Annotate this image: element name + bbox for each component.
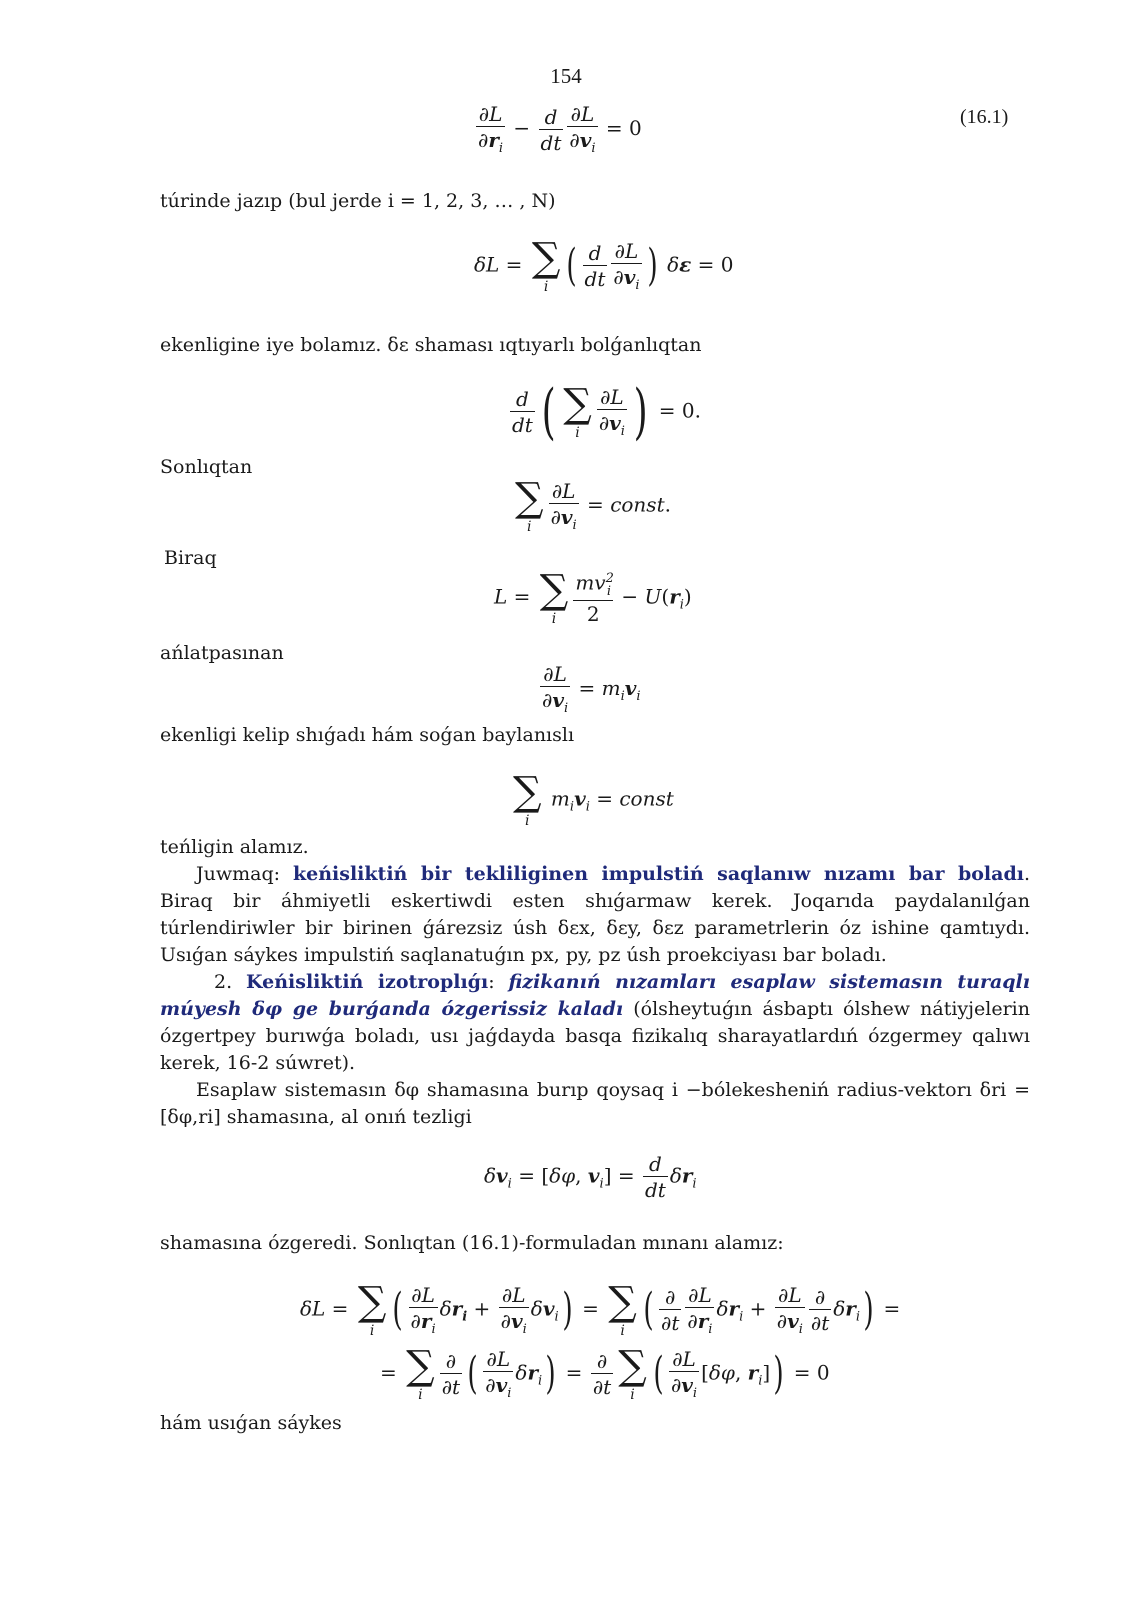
equation-momentum: $\frac{\partial L}{\partial v_i}$ = $m_iv_i$ — [542, 662, 641, 716]
equation-velocity-rotation: $\delta v_i = [\delta\varphi$, $v_i$] = $\frac{d}{dt}$ $\delta r_i$ — [484, 1152, 697, 1202]
highlight-text: Keńisliktiń izotroplıǵı — [246, 971, 489, 993]
paragraph: túrinde jazıp (bul jerde i = 1, 2, 3, … , N) — [160, 190, 556, 212]
equation-const: ∑ i $\frac{\partial L}{\partial v_i}$ = const. — [515, 475, 671, 535]
paragraph: hám usıǵan sáykes — [160, 1412, 342, 1434]
equation-momentum-conservation: ∑ i $m_iv_i$ = const — [513, 769, 674, 829]
paragraph: teńligin alamız. — [160, 836, 309, 858]
paragraph: ańlatpasınan — [160, 642, 284, 664]
paragraph-text: ekenligine iye bolamız. δε — [160, 334, 409, 356]
equation-time-derivative: $\frac{d}{dt}$ ( ∑ i $\frac{\partial L}{\partial v_i}$ ) = 0. — [512, 377, 701, 447]
equation-delta-l: δL = ∑ i ( $\frac{d}{dt}$ $\frac{\partial L}{\partial v_i}$ ) δε = 0 — [474, 235, 734, 295]
paragraph: Sonlıqtan — [160, 456, 253, 478]
conclusion-paragraph — [160, 861, 1030, 969]
equation-lagrangian: L = ∑ i $\frac{mv^2_i}{2}$ − $U(r_i)$ — [494, 567, 692, 627]
paragraph-text: Juwmaq: — [196, 863, 293, 885]
equation-delta-l-result: = ∑ i $\frac{\partial}{\partial t}$ ( $\frac{\partial L}{\partial v_i}$ $\delta r_i$) = $\frac{\partial}{\partial t}$ ∑ i ( $\frac{\partial L}{\partial v_i}$ [δφ, $r_i]) = 0$ — [380, 1343, 830, 1403]
equation-number: (16.1) — [960, 106, 1009, 128]
paragraph-text: 2. — [214, 971, 247, 993]
equation-16-1: $\frac{\partial L}{\partial r_i}$ − $\frac{d}{dt}$ $\frac{\partial L}{\partial v_i}$ = 0 — [478, 102, 642, 156]
highlight-italic-text: fizikanıń nızamları esaplaw sistemasın turaqlı múyesh δφ ge burǵanda ózgerissiz kaladı — [160, 971, 1030, 1020]
paragraph-text: . Biraq bir áhmiyetli eskertiwdi esten shıǵarmaw kerek. Joqarıda paydalanılǵan túrlendiriwler bir birinen ǵárezsiz úsh δεx, δεy, δεz parametrlerin óz ishine qamtıydı. Usıǵan sáykes impulstiń saqlanatuǵın px, py, pz úsh proekciyası bar boladı. — [160, 863, 1030, 966]
paragraph-text: (ólsheytuǵın ásbaptı ólshew nátiyjelerin ózgertpey burıwǵa boladı, usı jaǵdayda basqa fizikalıq sharayatlardıń ózgermey qalıwı kerek, 16-2 súwret). — [160, 998, 1030, 1074]
paragraph — [160, 332, 1030, 359]
paragraph: Biraq — [164, 547, 217, 569]
paragraph: Esaplaw sistemasın δφ shamasına burıp qoysaq i −bólekesheniń radius-vektorı δri = [δφ,ri] shamasına, al onıń tezligi — [160, 1079, 1030, 1128]
highlight-text: keńisliktiń bir tekliliginen impulstiń saqlanıw nızamı bar boladı — [292, 863, 1024, 885]
paragraph: shamasına ózgeredi. Sonlıqtan (16.1)-formuladan mınanı alamız: — [160, 1232, 784, 1254]
equation-delta-l-expanded: δL = ∑ i ( $\frac{\partial L}{\partial r_i}$ $\delta r_i$ + $\frac{\partial L}{\partial v_i}$ $\delta v_i$) = ∑ i ( $\frac{\partial}{\partial t}$ $\frac{\partial L}{\partial r_i}$ $\delta r_i$ + $\frac{\partial L}{\partial v_i}$ $\frac{\partial}{\partial t}$ $\delta r_i$) = — [300, 1279, 901, 1339]
page-number: 154 — [550, 64, 582, 88]
paragraph-text: shaması ıqtıyarlı bolǵanlıqtan — [408, 334, 702, 356]
paragraph-text: : — [488, 971, 509, 993]
paragraph: ekenligi kelip shıǵadı hám soǵan baylanıslı — [160, 724, 575, 746]
isotropy-paragraph — [160, 969, 1030, 1077]
